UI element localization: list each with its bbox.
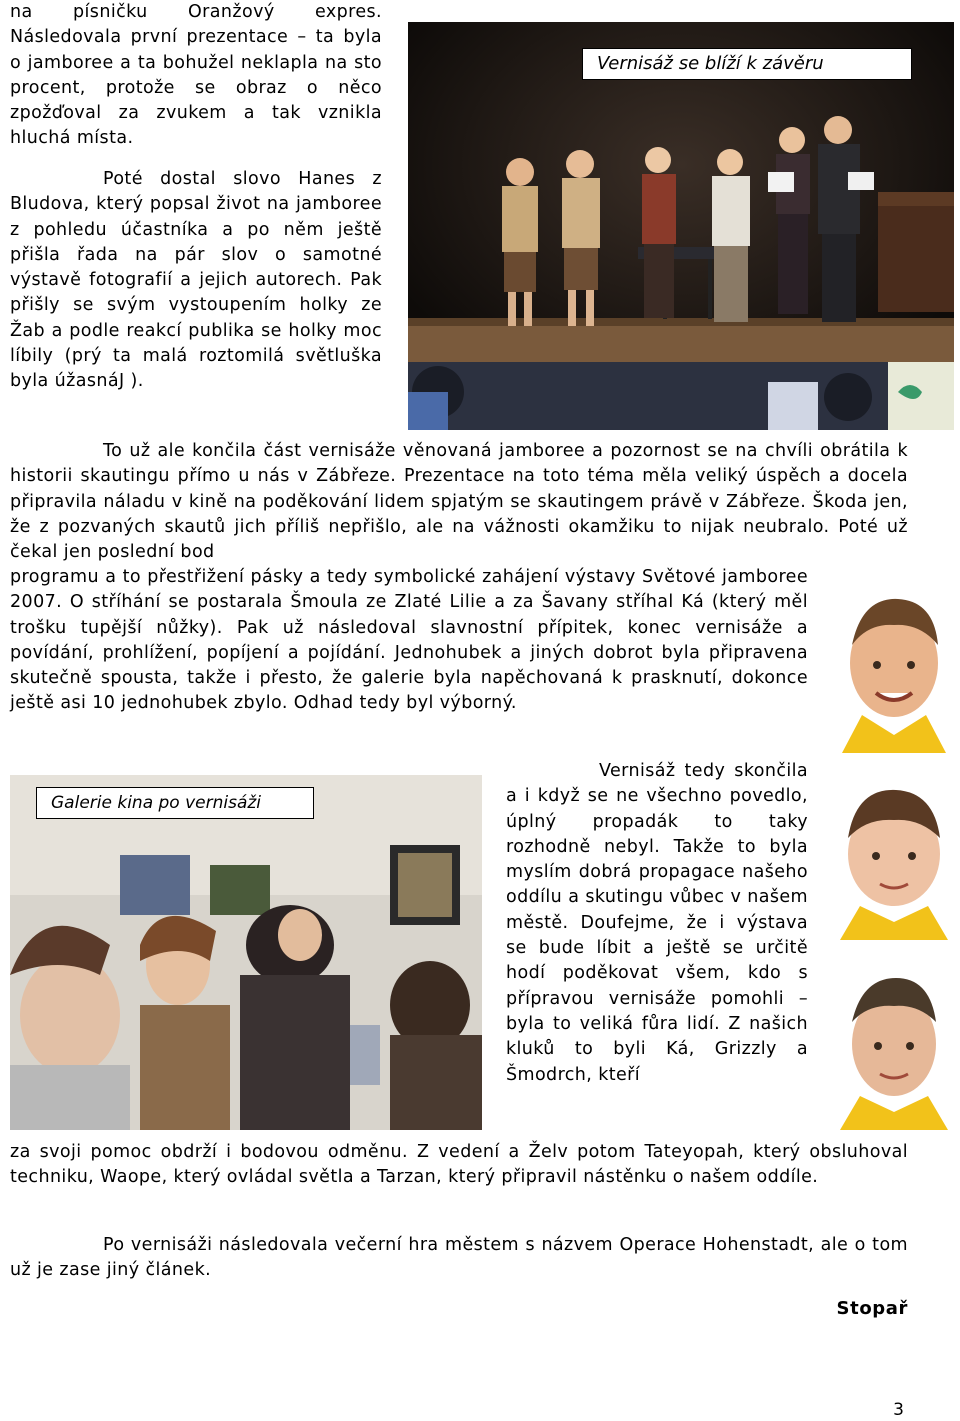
gallery-photo-caption: Galerie kina po vernisáži [36,787,314,819]
stage-photo [408,22,954,430]
page-number: 3 [893,1400,904,1420]
paragraph-history: To už ale končila část vernisáže věnovaná jamboree a pozornost se na chvíli obrátila k historii skautingu přímo u nás v Zábřeze. Prezentace na toto téma měla veliký úspěch a docela připravila náladu v kině na poděkování lidem spjatým se skautingem právě v Zábřeze. Škoda jen, že z pozvaných skautů jich příliš nepřišlo, ale na vážnosti okamžiku to nijak neubralo. Poté už čekal jen poslední bod [10,441,908,563]
boy-portrait-2 [832,772,956,940]
paragraph-thanks: Vernisáž tedy skončila a i když se ne všechno povedlo, úplný propadák to taky rozhodně nebyl. Takže to byla myslím dobrá propagace našeho oddílu a skutingu vůbec v našem městě. Doufejme, že i výstava se bude líbit a ještě se určitě hodí poděkovat všem, kdo s přípravou vernisáže pomohli – byla to veliká fůra lidí. Z našich kluků to byli Ká, Grizzly a Šmodrch, kteří [506,761,808,1085]
boy-portrait-3 [832,960,956,1130]
paragraph-intro: na písničku Oranžový expres. Následovala první prezentace – ta byla o jamboree a ta bohužel neklapla na sto procent, protože se obraz o něco zpožďoval za zvukem a tak vznikla hluchá místa. [10,2,382,149]
paragraph-hanes: Poté dostal slovo Hanes z Bludova, který popsal život na jamboree z pohledu účastníka a po něm ještě přišla řada na pár slov o samotné výstavě fotografií a jejich autorech. Pak přišly se svým vystoupením holky ze Žab a podle reakcí publika se holky moc líbily (prý ta malá roztomilá světluška byla úžasnáJ ). [10,169,382,392]
gallery-photo [10,775,482,1130]
paragraph-thanks-continued: za svoji pomoc obdrží i bodovou odměnu. Z vedení a Želv potom Tateyopah, který obsluhoval techniku, Waope, který ovládal světla a Tarzan, který připravil nástěnku o našem oddíle. [10,1142,908,1188]
boy-portrait-1 [832,585,956,753]
paragraph-next-game: Po vernisáži následovala večerní hra městem s názvem Operace Hohenstadt, ale o tom už je zase jiný článek. [10,1235,908,1281]
paragraph-ribbon: programu a to přestřižení pásky a tedy symbolické zahájení výstavy Světové jamboree 2007. O stříhání se postarala Šmoula ze Zlaté Lilie a za Šavany stříhal Ká (který měl trošku tupější nůžky). Pak už následoval slavnostní přípitek, konec vernisáže a povídání, prohlížení, popíjení a pojídání. Jednohubek a jiných dobrot byla připravena skutečně spousta, takže i přesto, že galerie byla napěchovaná k prasknutí, dokonce ještě asi 10 jednohubek zbylo. Odhad tedy byl výborný. [10,567,808,714]
stage-photo-image [408,22,954,430]
stage-photo-caption: Vernisáž se blíží k závěru [582,48,912,80]
gallery-photo-image [10,775,482,1130]
author-signature: Stopař [836,1298,908,1319]
